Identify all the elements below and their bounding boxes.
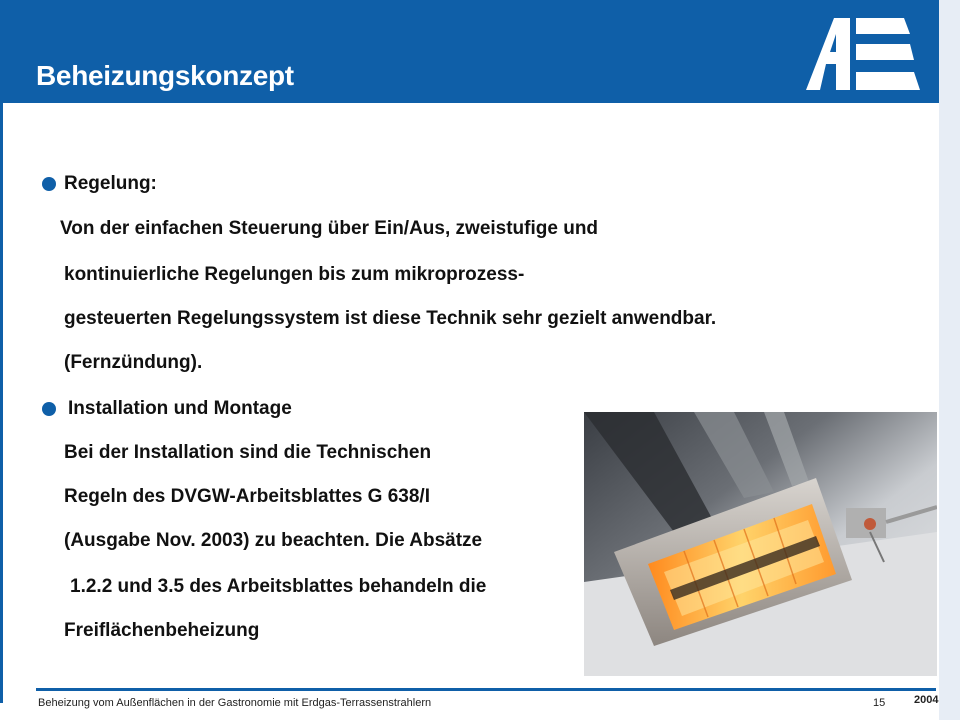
bullet-heading: Installation und Montage (68, 398, 292, 419)
bullet-dot-icon (42, 402, 56, 416)
right-sidebar-bar (939, 0, 960, 720)
paragraph-line: (Fernzündung). (64, 352, 203, 373)
bullet-regelung (42, 173, 157, 195)
footer-text: Beheizung vom Außenflächen in der Gastronomie mit Erdgas-Terrassenstrahlern (38, 697, 432, 709)
paragraph-line: Regeln des DVGW-Arbeitsblattes G 638/I (64, 486, 430, 507)
paragraph-line: 1.2.2 und 3.5 des Arbeitsblattes behandeln die (70, 576, 487, 597)
paragraph-line: Freiflächenbeheizung (64, 620, 260, 641)
bullet-installation (42, 398, 292, 420)
paragraph-line: gesteuerten Regelungssystem ist diese Technik sehr gezielt anwendbar. (64, 308, 717, 329)
ae-logo-icon (806, 18, 920, 90)
paragraph-line: kontinuierliche Regelungen bis zum mikroprozess- (64, 264, 525, 285)
paragraph-line: (Ausgabe Nov. 2003) zu beachten. Die Absätze (64, 530, 483, 551)
paragraph-line: Von der einfachen Steuerung über Ein/Aus, zweistufige und (60, 218, 599, 239)
paragraph-line: Bei der Installation sind die Technischen (64, 442, 432, 463)
slide-title: Beheizungskonzept (36, 60, 294, 91)
footer-divider (36, 688, 936, 691)
left-border-line (0, 103, 3, 703)
page-number: 15 (873, 697, 886, 709)
gas-heater-photo (584, 412, 937, 676)
bullet-heading: Regelung: (64, 173, 157, 194)
bullet-dot-icon (42, 177, 56, 191)
footer-year: 2004 (914, 694, 939, 706)
